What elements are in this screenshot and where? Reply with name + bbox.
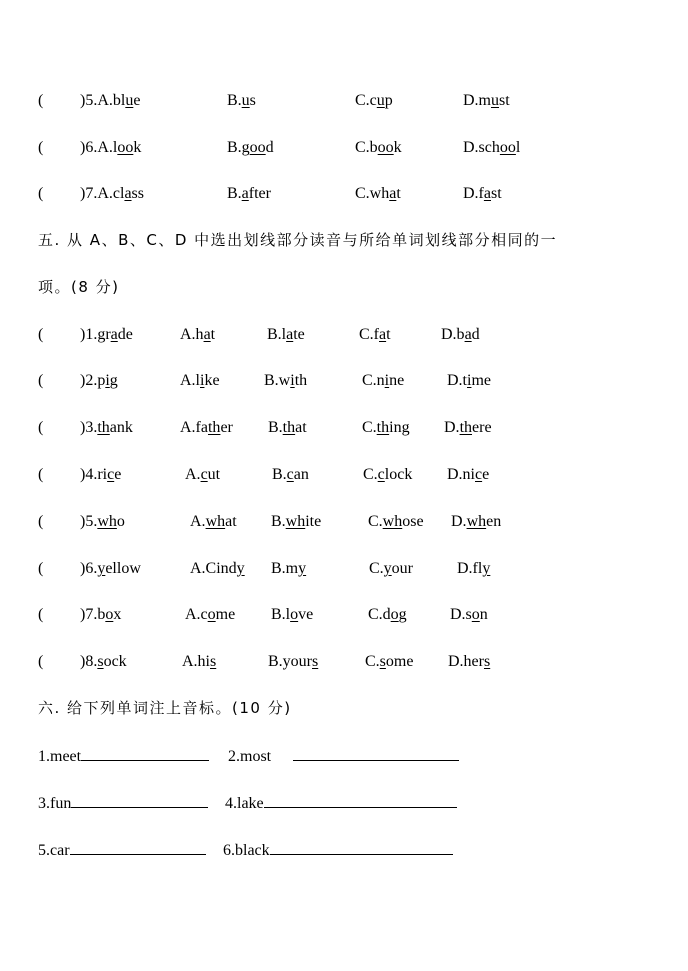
option-d-underlined: o <box>471 606 480 623</box>
option-a-text: A.Cind <box>190 560 237 577</box>
question-word <box>80 89 140 113</box>
question-row <box>0 416 688 440</box>
option-a-text: me <box>215 606 236 623</box>
given-word-underlined: i <box>105 372 110 389</box>
given-word-underlined: y <box>97 560 106 577</box>
option-b-text: th <box>294 372 308 389</box>
option-d-underlined: a <box>464 326 472 343</box>
question-number: )4. <box>80 466 98 483</box>
option-b-text: B. <box>271 513 286 530</box>
option-a <box>185 463 220 487</box>
option-d <box>441 323 480 347</box>
option-c-text: C. <box>365 653 380 670</box>
option-b-text: B.l <box>271 606 291 623</box>
option-d <box>457 557 490 581</box>
section6-title: 六. 给下列单词注上音标。(10 分) <box>38 699 292 717</box>
answer-blank[interactable] <box>264 791 457 808</box>
answer-blank[interactable] <box>70 838 206 855</box>
given-word-text: ri <box>97 466 108 483</box>
given-word-underlined: u <box>125 92 134 109</box>
option-d-text: d <box>471 326 480 343</box>
given-word-text: ellow <box>105 560 141 577</box>
given-word-text: e <box>133 92 141 109</box>
question-row <box>0 510 688 534</box>
option-a-text: t <box>210 326 216 343</box>
option-a <box>190 510 237 534</box>
option-c <box>368 510 424 534</box>
option-a <box>180 416 233 440</box>
option-c <box>363 463 412 487</box>
option-b-text: ve <box>298 606 314 623</box>
question-row <box>0 89 688 113</box>
option-c-underlined: y <box>383 560 392 577</box>
option-c <box>369 557 413 581</box>
given-word-underlined: oo <box>117 139 134 156</box>
question-row <box>0 369 688 393</box>
given-word-text: A.bl <box>97 92 126 109</box>
answer-paren[interactable]: ( <box>38 326 44 343</box>
option-c-underlined: o <box>390 606 399 623</box>
option-c-text: C.c <box>355 92 377 109</box>
option-d-underlined: a <box>483 185 491 202</box>
option-b <box>268 416 307 440</box>
question-row <box>0 136 688 160</box>
question-word <box>80 463 121 487</box>
word-label: 5.car <box>38 842 70 859</box>
option-c-text: C.d <box>368 606 391 623</box>
option-c-text: C.wh <box>355 185 390 202</box>
option-a-underlined: y <box>236 560 245 577</box>
option-b-underlined: a <box>286 326 294 343</box>
option-a-underlined: s <box>210 653 217 670</box>
option-c-text: our <box>391 560 413 577</box>
option-b-text: d <box>265 139 274 156</box>
question-number: )1. <box>80 326 98 343</box>
answer-paren[interactable]: ( <box>38 372 44 389</box>
given-word-underlined: wh <box>97 513 117 530</box>
option-a <box>190 557 245 581</box>
option-b-text: B. <box>268 419 283 436</box>
option-b-text: B. <box>227 92 242 109</box>
option-b-underlined: s <box>312 653 319 670</box>
option-d-text: D.b <box>441 326 465 343</box>
option-d-text: en <box>486 513 502 530</box>
option-d-text: D.f <box>463 185 484 202</box>
option-b <box>271 557 306 581</box>
given-word-underlined: s <box>97 653 104 670</box>
option-d-underlined: i <box>467 372 472 389</box>
given-word-text: o <box>116 513 125 530</box>
option-b-underlined: a <box>241 185 249 202</box>
option-c-underlined: wh <box>382 513 403 530</box>
question-word <box>80 603 121 627</box>
option-c <box>362 416 410 440</box>
question-row <box>0 463 688 487</box>
word-item <box>223 838 453 863</box>
phonetic-row <box>0 791 688 815</box>
option-b-text: B.w <box>264 372 291 389</box>
option-c-text: C. <box>362 419 377 436</box>
option-b <box>227 89 256 113</box>
option-c <box>368 603 407 627</box>
option-b-text: s <box>249 92 256 109</box>
option-a-text: A.hi <box>182 653 210 670</box>
option-b <box>271 603 313 627</box>
option-a-underlined: a <box>203 326 211 343</box>
option-c-underlined: u <box>376 92 385 109</box>
question-word <box>80 182 144 206</box>
option-a-underlined: c <box>200 466 208 483</box>
option-a-underlined: i <box>200 372 205 389</box>
phonetic-row <box>0 838 688 862</box>
answer-paren[interactable]: ( <box>38 92 44 109</box>
answer-paren[interactable]: ( <box>38 653 44 670</box>
given-word-text: ss <box>131 185 144 202</box>
option-d-underlined: s <box>483 653 491 670</box>
given-word-text: A.cl <box>97 185 125 202</box>
option-c-text: C.f <box>359 326 379 343</box>
given-word-underlined: o <box>105 606 114 623</box>
question-row <box>0 603 688 627</box>
option-c-text: ing <box>389 419 410 436</box>
word-label: 4.lake <box>225 795 264 812</box>
word-item <box>38 744 209 769</box>
option-a-text: A. <box>185 466 201 483</box>
answer-paren[interactable]: ( <box>38 466 44 483</box>
option-c <box>355 136 402 160</box>
option-d-underlined: wh <box>466 513 487 530</box>
option-b-text: B.g <box>227 139 250 156</box>
option-d-text: D.s <box>450 606 472 623</box>
option-b-underlined: c <box>286 466 294 483</box>
option-d-underlined: c <box>475 466 483 483</box>
option-b-underlined: wh <box>285 513 306 530</box>
option-d <box>448 650 490 674</box>
question-word <box>80 557 141 581</box>
answer-paren[interactable]: ( <box>38 419 44 436</box>
option-c <box>365 650 413 674</box>
question-word <box>80 369 118 393</box>
option-c-text: C.b <box>355 139 378 156</box>
option-b <box>271 510 321 534</box>
option-c-text: t <box>386 326 391 343</box>
answer-paren[interactable]: ( <box>38 513 44 530</box>
question-word <box>80 416 133 440</box>
question-word <box>80 323 133 347</box>
option-a-text: er <box>220 419 233 436</box>
option-c-text: ome <box>385 653 414 670</box>
word-item <box>228 744 459 769</box>
option-c-text: ose <box>402 513 424 530</box>
option-c-underlined: a <box>389 185 397 202</box>
option-a-underlined: wh <box>205 513 226 530</box>
option-b-text: ite <box>305 513 322 530</box>
option-b-text: at <box>295 419 307 436</box>
given-word-text: k <box>133 139 142 156</box>
option-d-text: ere <box>472 419 492 436</box>
option-d-text: D. <box>451 513 467 530</box>
given-word-underlined: a <box>124 185 132 202</box>
option-c-underlined: i <box>384 372 390 389</box>
option-b <box>227 136 274 160</box>
option-a-text: A.c <box>185 606 208 623</box>
question-word <box>80 136 141 160</box>
question-word <box>80 510 125 534</box>
question-number: )2. <box>80 372 98 389</box>
option-c-text: lock <box>384 466 413 483</box>
option-d-text: D. <box>444 419 460 436</box>
option-d-text: l <box>515 139 521 156</box>
option-b-text: B.l <box>267 326 287 343</box>
option-c-text: C.n <box>362 372 385 389</box>
option-a <box>180 323 215 347</box>
given-word-text: de <box>117 326 133 343</box>
answer-paren[interactable]: ( <box>38 606 44 623</box>
question-number: )5. <box>80 92 98 109</box>
option-b-text: fter <box>248 185 271 202</box>
option-b-underlined: y <box>298 560 307 577</box>
question-row <box>0 650 688 674</box>
option-d-text: D.m <box>463 92 491 109</box>
option-c <box>355 89 393 113</box>
answer-blank[interactable] <box>293 744 459 761</box>
given-word-underlined: a <box>110 326 118 343</box>
option-b-underlined: o <box>290 606 299 623</box>
option-c <box>359 323 391 347</box>
given-word-text: p <box>97 372 106 389</box>
option-a <box>180 369 220 393</box>
option-d <box>447 369 491 393</box>
given-word-underlined: c <box>107 466 115 483</box>
option-b-underlined: oo <box>249 139 266 156</box>
option-b <box>272 463 309 487</box>
option-a-text: ut <box>207 466 221 483</box>
option-a-underlined: o <box>207 606 216 623</box>
option-d <box>463 182 502 206</box>
option-b-text: an <box>293 466 309 483</box>
phonetic-row <box>0 744 688 768</box>
option-d-underlined: y <box>482 560 491 577</box>
option-d-text: me <box>471 372 491 389</box>
given-word-text: x <box>113 606 122 623</box>
option-b-text: B. <box>227 185 242 202</box>
word-label: 2.most <box>228 748 272 765</box>
word-label: 1.meet <box>38 748 82 765</box>
option-b-underlined: i <box>290 372 295 389</box>
option-d <box>444 416 492 440</box>
option-c-underlined: a <box>379 326 387 343</box>
section5-title-line1: 五. 从 A、B、C、D 中选出划线部分读音与所给单词划线部分相同的一 <box>38 231 558 249</box>
word-label: 6.black <box>223 842 270 859</box>
option-b-underlined: th <box>282 419 296 436</box>
option-d-text: D.t <box>447 372 467 389</box>
option-c-text: t <box>396 185 401 202</box>
question-number: )7. <box>80 606 98 623</box>
given-word-text: e <box>114 466 122 483</box>
option-c-underlined: th <box>376 419 390 436</box>
option-c-text: ne <box>389 372 405 389</box>
word-item <box>225 791 457 816</box>
option-b-text: B.your <box>268 653 312 670</box>
option-c-text: p <box>384 92 393 109</box>
option-c <box>355 182 401 206</box>
option-b <box>267 323 305 347</box>
question-number: )6. <box>80 560 98 577</box>
option-a <box>185 603 235 627</box>
option-c-underlined: s <box>379 653 386 670</box>
option-d-text: st <box>499 92 510 109</box>
answer-blank[interactable] <box>270 838 453 855</box>
question-number: )6. <box>80 139 98 156</box>
option-c-text: k <box>393 139 402 156</box>
given-word-text: ock <box>103 653 127 670</box>
option-b-underlined: u <box>241 92 250 109</box>
option-c-underlined: c <box>377 466 385 483</box>
option-b-text: B. <box>272 466 287 483</box>
option-c <box>362 369 404 393</box>
option-b <box>227 182 271 206</box>
option-c-text: g <box>398 606 407 623</box>
given-word-text: b <box>97 606 106 623</box>
question-number: )8. <box>80 653 98 670</box>
question-row <box>0 557 688 581</box>
option-c-text: C. <box>368 513 383 530</box>
option-d-underlined: th <box>459 419 473 436</box>
answer-blank[interactable] <box>81 744 209 761</box>
option-d <box>451 510 501 534</box>
option-b <box>264 369 307 393</box>
option-d <box>450 603 488 627</box>
question-word <box>80 650 127 674</box>
option-b-text: B.m <box>271 560 299 577</box>
word-item <box>38 838 206 863</box>
option-c-text: C. <box>363 466 378 483</box>
option-d-text: n <box>479 606 488 623</box>
option-c-underlined: oo <box>377 139 394 156</box>
option-a-text: at <box>225 513 237 530</box>
option-d-text: e <box>482 466 490 483</box>
option-a-underlined: th <box>207 419 221 436</box>
question-number: )7. <box>80 185 98 202</box>
option-d-text: D.ni <box>447 466 475 483</box>
option-a-text: A.h <box>180 326 204 343</box>
option-c-text: C. <box>369 560 384 577</box>
given-word-text: g <box>109 372 118 389</box>
option-b-text: te <box>293 326 305 343</box>
option-a-text: ke <box>204 372 220 389</box>
answer-paren[interactable]: ( <box>38 139 44 156</box>
answer-blank[interactable] <box>71 791 208 808</box>
question-row <box>0 323 688 347</box>
answer-paren[interactable]: ( <box>38 560 44 577</box>
option-b <box>268 650 318 674</box>
answer-paren[interactable]: ( <box>38 185 44 202</box>
option-d <box>447 463 489 487</box>
given-word-underlined: th <box>97 419 110 436</box>
option-d-text: D.her <box>448 653 484 670</box>
option-a <box>182 650 216 674</box>
option-a-text: A.l <box>180 372 200 389</box>
question-number: )3. <box>80 419 98 436</box>
option-a-text: A. <box>190 513 206 530</box>
question-number: )5. <box>80 513 98 530</box>
option-a-text: A.fa <box>180 419 208 436</box>
option-d <box>463 89 510 113</box>
option-d <box>463 136 520 160</box>
given-word-text: ank <box>109 419 133 436</box>
option-d-underlined: u <box>491 92 499 109</box>
option-d-text: D.fl <box>457 560 483 577</box>
given-word-text: A.l <box>97 139 118 156</box>
option-d-text: st <box>491 185 502 202</box>
word-item <box>38 791 208 816</box>
section5-title-line2: 项。(8 分) <box>38 278 120 296</box>
option-d-text: D.sch <box>463 139 500 156</box>
question-row <box>0 182 688 206</box>
option-d-underlined: oo <box>499 139 516 156</box>
given-word-text: gr <box>97 326 111 343</box>
word-label: 3.fun <box>38 795 72 812</box>
